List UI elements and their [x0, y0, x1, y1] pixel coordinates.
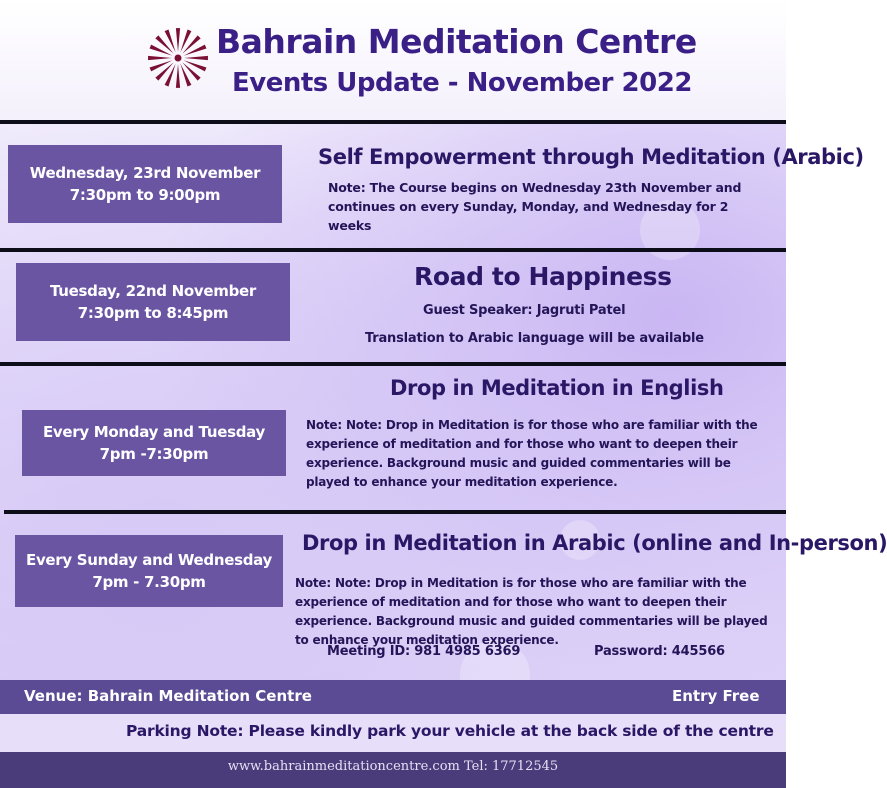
event-date: Tuesday, 22nd November — [50, 282, 256, 300]
event-title: Drop in Meditation in English — [390, 376, 724, 400]
event-note: Note: Note: Drop in Meditation is for those who are familiar with the experience of meditation and for those who want to deepen their experience. Background music and guided commentaries will be played to enhance your meditation experience. — [306, 418, 758, 489]
event-time: 7pm - 7.30pm — [92, 573, 206, 591]
event-time: 7:30pm to 9:00pm — [69, 186, 221, 204]
sunburst-logo-icon — [146, 26, 210, 90]
event-date-box — [15, 535, 283, 607]
event-title: Self Empowerment through Meditation (Arabic) — [318, 145, 864, 169]
event-date: Wednesday, 23rd November — [29, 164, 261, 182]
divider — [4, 510, 786, 514]
event-note: Note: The Course begins on Wednesday 23th November and continues on every Sunday, Monday, and Wednesday for 2 weeks — [328, 180, 742, 233]
event-note: Note: Note: Drop in Meditation is for those who are familiar with the experience of meditation and for those who want to deepen their experience. Background music and guided commentaries will be played to enhance your meditation experience. — [295, 576, 768, 647]
event-time: 7pm -7:30pm — [99, 445, 209, 463]
page-title: Bahrain Meditation Centre — [216, 22, 697, 61]
divider — [0, 248, 786, 252]
venue-label: Venue: Bahrain Meditation Centre — [24, 687, 312, 705]
entry-label: Entry Free — [672, 687, 760, 705]
event-date: Every Sunday and Wednesday — [26, 551, 272, 569]
event-speaker: Guest Speaker: Jagruti Patel — [423, 303, 626, 318]
meeting-id: Meeting ID: 981 4985 6369 — [327, 644, 521, 659]
event-date-box — [16, 263, 290, 341]
divider — [0, 362, 786, 366]
meeting-password: Password: 445566 — [594, 644, 725, 659]
divider — [0, 120, 786, 124]
event-date-box — [8, 145, 282, 223]
event-translation: Translation to Arabic language will be available — [365, 331, 704, 346]
header — [0, 0, 786, 122]
event-title: Drop in Meditation in Arabic (online and In-person) — [302, 531, 887, 555]
footer-contact: www.bahrainmeditationcentre.com Tel: 17712545 — [227, 759, 559, 774]
page-subtitle: Events Update - November 2022 — [232, 68, 692, 98]
event-title: Road to Happiness — [414, 262, 672, 291]
event-date-box — [22, 410, 286, 476]
event-date: Every Monday and Tuesday — [42, 423, 265, 441]
parking-note: Parking Note: Please kindly park your vehicle at the back side of the centre — [126, 722, 774, 740]
event-time: 7:30pm to 8:45pm — [77, 304, 229, 322]
